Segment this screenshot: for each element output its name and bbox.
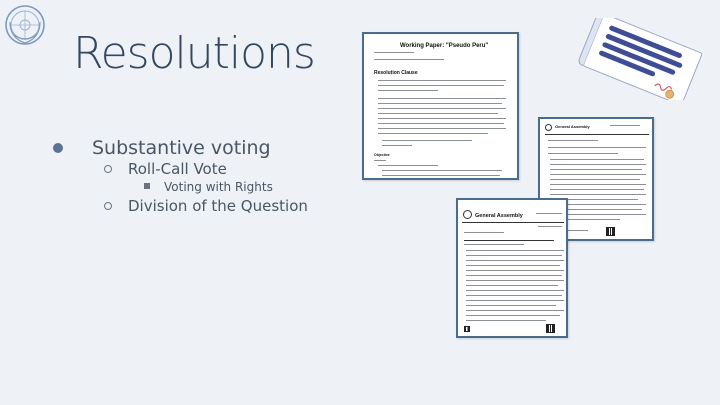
text-line: [378, 128, 506, 129]
text-line: [378, 113, 498, 114]
text-line: [466, 250, 564, 251]
text-line: [466, 310, 564, 311]
doc-section-heading: Resolution Clause: [374, 70, 418, 76]
barcode-icon: [464, 326, 470, 332]
text-line: [466, 280, 564, 281]
working-paper-thumbnail: [362, 32, 519, 180]
text-line: [550, 164, 646, 165]
bullet-item: Substantive voting: [92, 137, 271, 159]
text-line: [466, 295, 562, 296]
text-line: [548, 140, 598, 141]
text-line: [466, 255, 562, 256]
un-emblem-icon: [4, 4, 46, 46]
text-line: [464, 240, 554, 241]
text-line: [550, 174, 646, 175]
un-document-thumbnail: [456, 198, 568, 338]
text-line: [466, 265, 560, 266]
text-line: [610, 125, 640, 126]
text-line: [548, 147, 646, 148]
text-line: [536, 213, 562, 214]
text-line: [466, 305, 556, 306]
un-emblem-icon: [545, 124, 552, 131]
text-line: [378, 85, 504, 86]
bullet-marker: [104, 165, 112, 173]
text-line: [378, 90, 438, 91]
text-line: [374, 52, 414, 53]
text-line: [464, 232, 504, 233]
bullet-item: Division of the Question: [128, 197, 308, 215]
text-line: [464, 244, 524, 245]
text-line: [374, 59, 444, 60]
text-line: [466, 285, 558, 286]
text-line: [550, 169, 642, 170]
text-line: [550, 179, 640, 180]
qr-code-icon: [606, 227, 615, 236]
bullet-marker: [144, 183, 150, 189]
text-line: [548, 153, 618, 154]
slide-title: Resolutions: [73, 28, 315, 79]
text-line: [466, 315, 560, 316]
signed-document-icon: [576, 18, 712, 100]
text-line: [378, 165, 438, 166]
divider: [462, 222, 564, 223]
text-line: [550, 189, 644, 190]
bullet-item: Roll-Call Vote: [128, 160, 227, 178]
text-line: [550, 159, 644, 160]
text-line: [378, 118, 506, 119]
text-line: [382, 170, 502, 171]
text-line: [550, 184, 646, 185]
text-line: [382, 140, 472, 141]
text-line: [466, 300, 564, 301]
text-line: [550, 194, 646, 195]
doc-heading: Working Paper: "Pseudo Peru": [400, 43, 489, 49]
text-line: [378, 103, 502, 104]
text-line: [466, 270, 564, 271]
doc-subheading: Objective: [374, 153, 390, 157]
bullet-item: Voting with Rights: [164, 180, 273, 194]
text-line: [378, 123, 504, 124]
text-line: [378, 108, 506, 109]
qr-code-icon: [546, 324, 555, 333]
text-line: [374, 160, 386, 161]
bullet-marker: [104, 202, 112, 210]
bullet-marker: [53, 143, 63, 153]
text-line: [378, 98, 506, 99]
text-line: [378, 80, 506, 81]
text-line: [538, 226, 562, 227]
text-line: [382, 175, 500, 176]
text-line: [382, 145, 412, 146]
text-line: [466, 290, 564, 291]
text-line: [466, 320, 546, 321]
doc-header: General Assembly: [555, 124, 590, 129]
divider: [545, 134, 649, 135]
un-emblem-icon: [463, 210, 472, 219]
text-line: [466, 275, 562, 276]
doc-header: General Assembly: [475, 213, 523, 219]
text-line: [378, 133, 488, 134]
text-line: [466, 260, 564, 261]
